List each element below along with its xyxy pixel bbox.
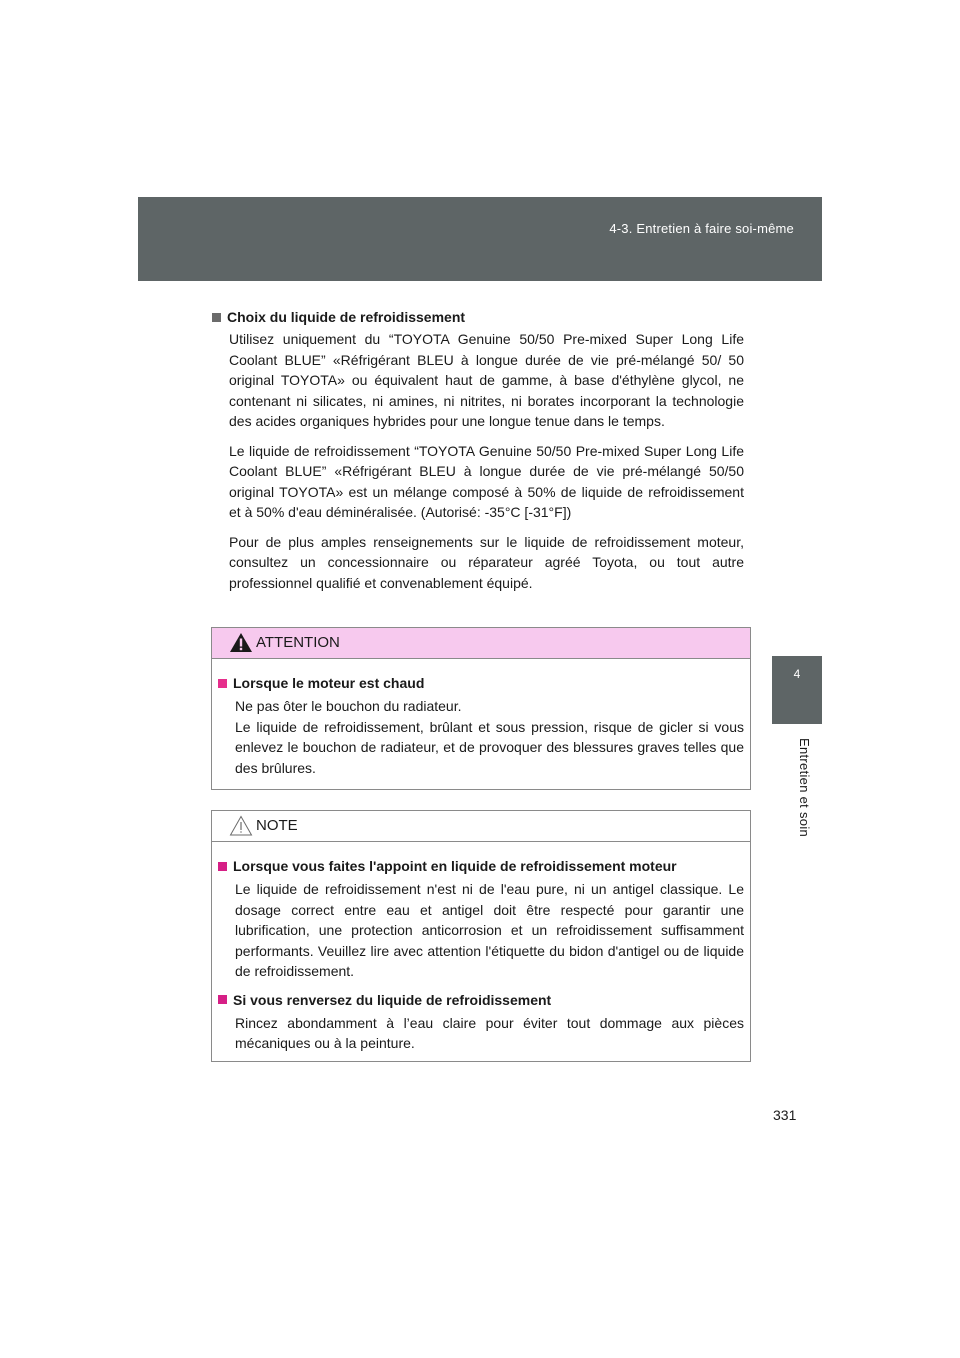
- warning-triangle-icon: [229, 632, 253, 653]
- attention-line: Ne pas ôter le bouchon du radiateur.: [235, 698, 462, 714]
- attention-title: ATTENTION: [256, 634, 340, 651]
- intro-heading: [212, 307, 744, 327]
- note-text: Le liquide de refroidissement n'est ni de l'eau pure, ni un antigel classique. Le dosage correct entre eau et antigel doit être respecté pour garantir une lubrification, une protection anticorrosion et un refroidissement suffisamment performants. Veuillez lire avec attention l'étiquette du bidon d'antigel ou de liquide de refroidissement.: [235, 881, 744, 979]
- bullet-square-icon: [212, 313, 221, 322]
- chapter-label: Entretien et soin: [797, 738, 812, 838]
- intro-paragraph: Utilisez uniquement du “TOYOTA Genuine 50/50 Pre-mixed Super Long Life Coolant BLUE” «Réfrigérant BLEU à longue durée de vie pré-mélangé 50/ 50 original TOYOTA» ou équivalent haut de gamme, à base d'éthylène glycol, ne contenant ni silicates, ni amines, ni nitrites, ni borates incorporant la technologie des acides organiques hybrides pour une longue tenue dans le temps.: [229, 331, 744, 429]
- note-heading: [218, 990, 744, 1010]
- header-band: [138, 197, 822, 281]
- attention-heading: [218, 673, 744, 693]
- chapter-tab: [772, 656, 822, 724]
- intro-heading-text: Choix du liquide de refroidissement: [227, 309, 466, 325]
- intro-paragraph: Pour de plus amples renseignements sur le liquide de refroidissement moteur, consultez un concessionnaire ou réparateur agréé Toyota, ou tout autre professionnel qualifié et convenablement équipé.: [229, 533, 744, 591]
- note-body: [212, 842, 750, 1054]
- attention-header: [212, 628, 750, 659]
- attention-heading-text: Lorsque le moteur est chaud: [233, 675, 425, 691]
- note-heading-text: Lorsque vous faites l'appoint en liquide de refroidissement moteur: [233, 858, 677, 874]
- chapter-number: 4: [793, 667, 801, 681]
- caution-outline-icon: [229, 815, 253, 836]
- note-heading-text: Si vous renversez du liquide de refroidissement: [233, 991, 552, 1008]
- note-text: Rincez abondamment à l’eau claire pour éviter tout dommage aux pièces mécaniques ou à la peinture.: [235, 1014, 744, 1051]
- bullet-square-icon: [218, 679, 227, 688]
- section-title: 4-3. Entretien à faire soi-même: [609, 221, 794, 236]
- note-heading: [218, 856, 744, 876]
- note-box: [211, 810, 751, 1062]
- bullet-square-icon: [218, 862, 227, 871]
- page-number: 331: [773, 1107, 797, 1123]
- attention-body: [212, 659, 750, 778]
- intro-paragraph: Le liquide de refroidissement “TOYOTA Genuine 50/50 Pre-mixed Super Long Life Coolant BLUE” «Réfrigérant BLEU à longue durée de vie pré-mélangé 50/50 original TOYOTA» est un mélange composé à 50% de liquide de refroidissement et à 50% d'eau déminéralisée. (Autorisé: -35°C [-31°F]): [229, 442, 744, 520]
- note-header: [212, 811, 750, 842]
- intro-section: [212, 307, 744, 593]
- bullet-square-icon: [218, 995, 227, 1004]
- note-title: NOTE: [256, 817, 298, 834]
- attention-box: [211, 627, 751, 790]
- attention-text: Le liquide de refroidissement, brûlant et sous pression, risque de gicler si vous enlevez le bouchon de radiateur, et de provoquer des blessures graves telles que des brûlures.: [235, 718, 744, 776]
